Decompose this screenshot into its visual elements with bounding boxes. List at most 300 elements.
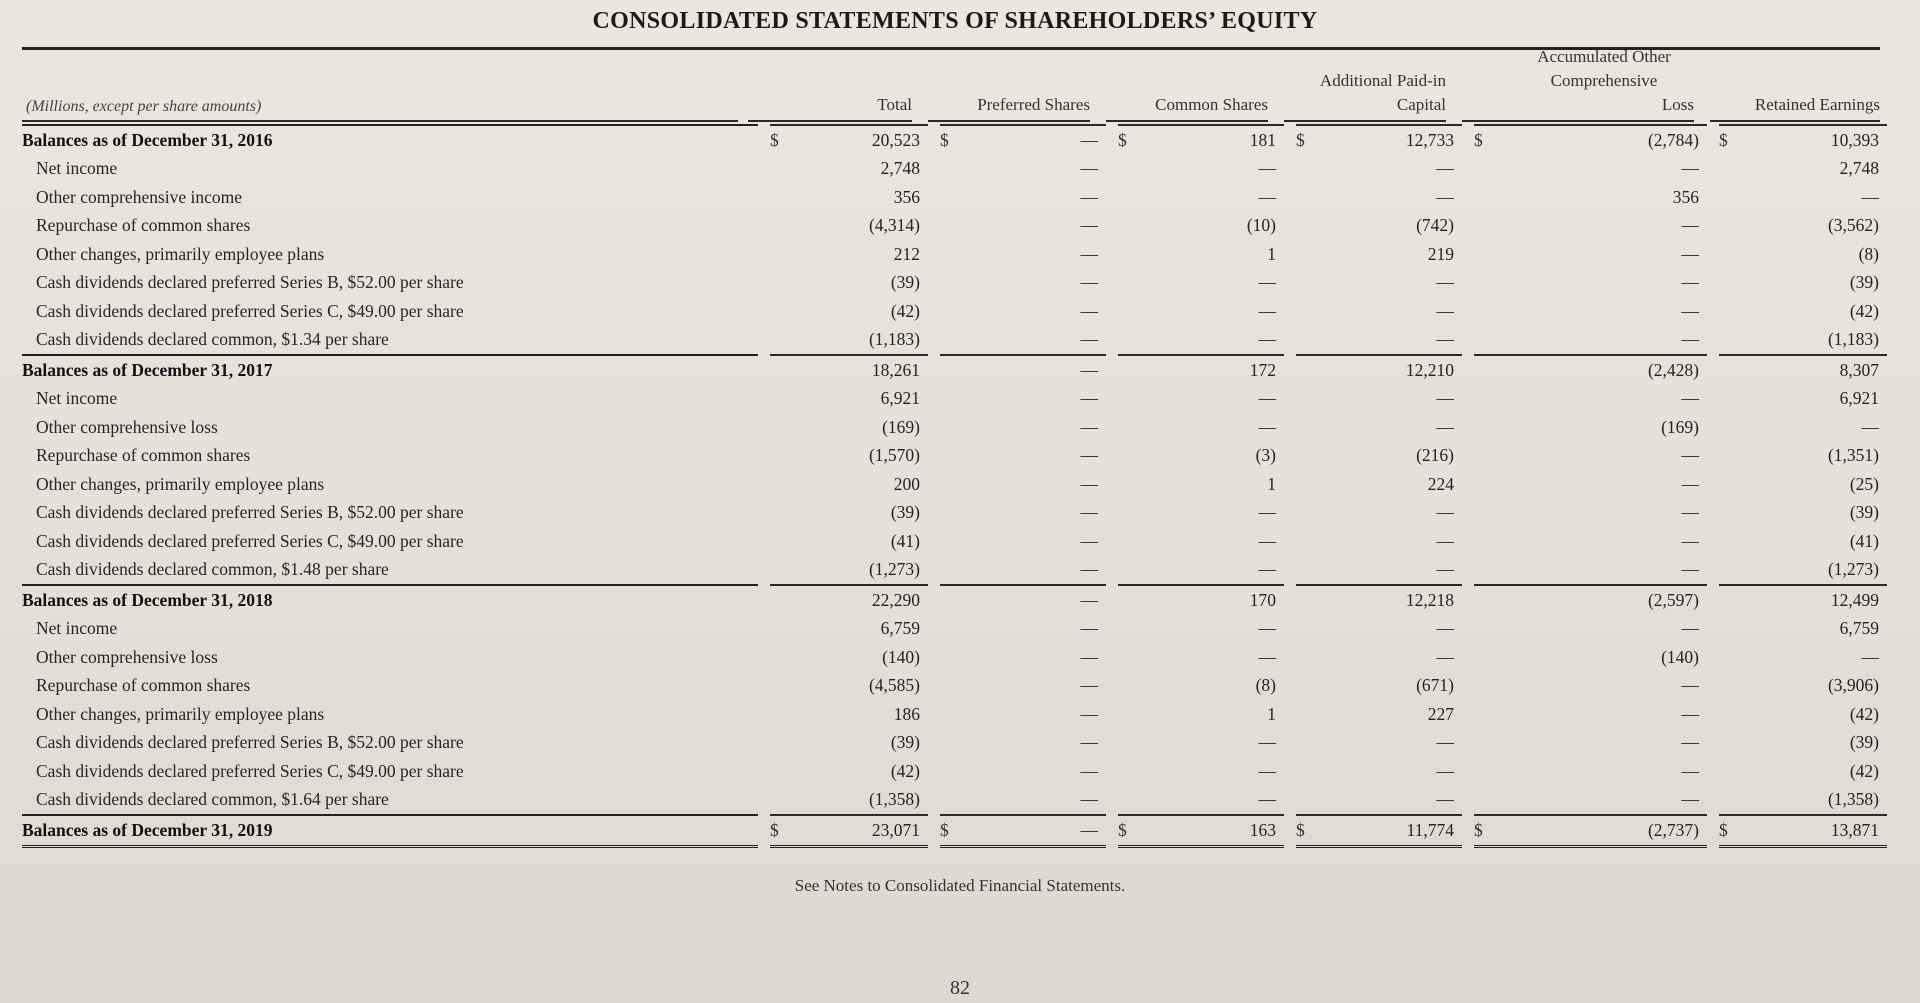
column-gap (928, 499, 940, 528)
cell-aoci: — (1681, 473, 1699, 494)
column-gap (1106, 527, 1118, 556)
currency-symbol (770, 212, 798, 241)
cell-aoci: — (1681, 732, 1699, 753)
currency-symbol: $ (1474, 815, 1502, 846)
cell-total: 2,748 (880, 158, 920, 179)
column-gap (1707, 556, 1719, 586)
column-gap (1462, 729, 1474, 758)
cell-common: — (1258, 732, 1276, 753)
cell-aoci: — (1681, 789, 1699, 810)
cell-aoci: — (1681, 445, 1699, 466)
column-gap (1462, 556, 1474, 586)
cell-preferred: — (1080, 445, 1098, 466)
currency-symbol (770, 326, 798, 356)
row-label: Repurchase of common shares (36, 675, 251, 696)
column-gap (1284, 355, 1296, 385)
column-gap (1462, 815, 1474, 846)
header-apic: Additional Paid-in Capital (1319, 71, 1446, 114)
cell-apic: — (1436, 732, 1454, 753)
currency-symbol (1296, 240, 1324, 269)
column-gap (928, 729, 940, 758)
column-gap (1462, 240, 1474, 269)
cell-retained: (8) (1858, 243, 1879, 264)
column-gap (758, 240, 770, 269)
column-gap (758, 615, 770, 644)
column-gap (928, 672, 940, 701)
cell-retained: (42) (1849, 703, 1879, 724)
currency-symbol (1719, 326, 1747, 356)
column-gap (1284, 155, 1296, 184)
currency-symbol: $ (1118, 125, 1146, 155)
cell-total: 6,759 (880, 618, 920, 639)
table-row (22, 615, 1887, 644)
currency-symbol (1118, 527, 1146, 556)
column-gap (928, 355, 940, 385)
cell-retained: — (1861, 646, 1879, 667)
column-gap (928, 442, 940, 471)
column-gap (928, 155, 940, 184)
column-gap (1462, 183, 1474, 212)
cell-aoci: (2,428) (1502, 355, 1707, 385)
column-gap (758, 355, 770, 385)
row-label: Cash dividends declared preferred Series C, $49.00 per share (36, 760, 464, 781)
cell-retained: (3,906) (1827, 675, 1879, 696)
column-gap (1462, 212, 1474, 241)
currency-symbol (1719, 786, 1747, 816)
currency-symbol (1296, 297, 1324, 326)
cell-preferred: — (1080, 416, 1098, 437)
table-row (22, 183, 1887, 212)
table-row (22, 729, 1887, 758)
cell-common: (8) (1255, 675, 1276, 696)
column-gap (1106, 729, 1118, 758)
currency-symbol (1296, 212, 1324, 241)
column-gap (1462, 297, 1474, 326)
currency-symbol (1296, 585, 1324, 615)
cell-retained: (41) (1849, 530, 1879, 551)
column-gap (1462, 615, 1474, 644)
column-gap (1284, 786, 1296, 816)
column-gap (1707, 413, 1719, 442)
currency-symbol (940, 585, 968, 615)
column-gap (1284, 326, 1296, 356)
currency-symbol (1474, 527, 1502, 556)
column-gap (1106, 643, 1118, 672)
column-gap (1707, 615, 1719, 644)
cell-total: (42) (890, 300, 920, 321)
column-gap (1106, 757, 1118, 786)
row-label: Other comprehensive income (36, 186, 243, 207)
column-gap (1462, 326, 1474, 356)
column-gap (1106, 556, 1118, 586)
currency-symbol (940, 442, 968, 471)
currency-symbol (1474, 757, 1502, 786)
currency-symbol (1474, 385, 1502, 414)
column-gap (1106, 700, 1118, 729)
column-gap (758, 786, 770, 816)
cell-apic: — (1436, 789, 1454, 810)
cell-apic: — (1436, 502, 1454, 523)
currency-symbol (770, 615, 798, 644)
currency-symbol (1719, 183, 1747, 212)
header-underline (928, 120, 1090, 122)
currency-symbol (1296, 786, 1324, 816)
cell-retained: (39) (1849, 502, 1879, 523)
currency-symbol (770, 757, 798, 786)
currency-symbol (1719, 585, 1747, 615)
currency-symbol (1118, 269, 1146, 298)
column-gap (758, 212, 770, 241)
column-gap (1707, 442, 1719, 471)
currency-symbol (1719, 556, 1747, 586)
cell-aoci: (2,784) (1502, 125, 1707, 155)
column-gap (758, 729, 770, 758)
cell-common: 172 (1146, 355, 1284, 385)
cell-aoci: (2,737) (1502, 815, 1707, 846)
cell-common: 181 (1146, 125, 1284, 155)
table-row (22, 757, 1887, 786)
column-gap (928, 815, 940, 846)
row-label: Balances as of December 31, 2016 (22, 125, 758, 155)
row-label: Repurchase of common shares (36, 215, 251, 236)
currency-symbol (1296, 269, 1324, 298)
column-gap (758, 385, 770, 414)
cell-apic: — (1436, 158, 1454, 179)
cell-retained: — (1861, 186, 1879, 207)
cell-apic: 12,210 (1324, 355, 1462, 385)
column-gap (758, 183, 770, 212)
column-gap (1462, 355, 1474, 385)
cell-preferred: — (1080, 789, 1098, 810)
cell-common: — (1258, 300, 1276, 321)
cell-aoci: — (1681, 158, 1699, 179)
currency-symbol (1118, 700, 1146, 729)
cell-apic: (216) (1416, 445, 1454, 466)
column-gap (1284, 585, 1296, 615)
column-gap (1106, 585, 1118, 615)
column-gap (1707, 815, 1719, 846)
table-row (22, 355, 1887, 385)
currency-symbol (770, 385, 798, 414)
column-gap (1462, 700, 1474, 729)
currency-symbol: $ (1296, 125, 1324, 155)
cell-preferred: — (1080, 646, 1098, 667)
currency-symbol (1474, 326, 1502, 356)
currency-symbol (1118, 155, 1146, 184)
column-gap (1106, 413, 1118, 442)
currency-symbol: $ (1719, 125, 1747, 155)
currency-symbol (770, 240, 798, 269)
cell-apic: — (1436, 272, 1454, 293)
cell-retained: (1,351) (1827, 445, 1879, 466)
column-gap (758, 470, 770, 499)
column-gap (1106, 786, 1118, 816)
currency-symbol (1118, 240, 1146, 269)
cell-aoci: — (1681, 675, 1699, 696)
currency-symbol (940, 155, 968, 184)
currency-symbol (770, 355, 798, 385)
cell-retained: (42) (1849, 760, 1879, 781)
cell-total: 200 (893, 473, 920, 494)
currency-symbol (1118, 786, 1146, 816)
row-label: Cash dividends declared preferred Series B, $52.00 per share (36, 732, 464, 753)
cell-apic: — (1436, 618, 1454, 639)
cell-common: — (1258, 416, 1276, 437)
column-gap (1462, 470, 1474, 499)
cell-preferred: — (968, 815, 1106, 846)
cell-preferred: — (1080, 530, 1098, 551)
column-gap (1462, 385, 1474, 414)
cell-preferred: — (968, 125, 1106, 155)
column-gap (758, 672, 770, 701)
currency-symbol (1296, 729, 1324, 758)
currency-symbol (1296, 442, 1324, 471)
currency-symbol (1719, 700, 1747, 729)
table-row (22, 672, 1887, 701)
cell-aoci: — (1681, 329, 1699, 350)
currency-symbol (1296, 556, 1324, 586)
cell-retained: 2,748 (1839, 158, 1879, 179)
currency-symbol (1474, 470, 1502, 499)
cell-common: — (1258, 618, 1276, 639)
column-gap (758, 585, 770, 615)
currency-symbol (1474, 499, 1502, 528)
currency-symbol (1719, 527, 1747, 556)
cell-total: (1,570) (868, 445, 920, 466)
row-label: Repurchase of common shares (36, 445, 251, 466)
column-gap (758, 155, 770, 184)
column-gap (1106, 155, 1118, 184)
column-gap (928, 786, 940, 816)
table-row (22, 240, 1887, 269)
column-gap (928, 413, 940, 442)
row-label: Other comprehensive loss (36, 416, 218, 437)
column-gap (928, 326, 940, 356)
row-label: Other changes, primarily employee plans (36, 243, 325, 264)
table-row (22, 470, 1887, 499)
column-gap (1707, 385, 1719, 414)
cell-retained: 13,871 (1747, 815, 1887, 846)
cell-common: — (1258, 272, 1276, 293)
cell-apic: 219 (1427, 243, 1454, 264)
column-gap (758, 757, 770, 786)
column-gap (928, 757, 940, 786)
column-gap (928, 556, 940, 586)
column-gap (1106, 125, 1118, 155)
currency-symbol (770, 672, 798, 701)
currency-symbol (1474, 615, 1502, 644)
row-label: Cash dividends declared common, $1.64 per share (36, 789, 389, 810)
cell-aoci: 356 (1672, 186, 1699, 207)
column-gap (1106, 269, 1118, 298)
currency-symbol (940, 183, 968, 212)
currency-symbol: $ (770, 125, 798, 155)
cell-total: (42) (890, 760, 920, 781)
column-gap (1106, 815, 1118, 846)
currency-symbol (1719, 757, 1747, 786)
currency-symbol: $ (1296, 815, 1324, 846)
currency-symbol (770, 297, 798, 326)
cell-total: 356 (893, 186, 920, 207)
table-row (22, 527, 1887, 556)
cell-preferred: — (1080, 703, 1098, 724)
column-gap (1462, 125, 1474, 155)
column-gap (1707, 672, 1719, 701)
currency-symbol (1474, 786, 1502, 816)
cell-aoci: — (1681, 502, 1699, 523)
column-gap (1106, 355, 1118, 385)
row-label: Net income (36, 618, 118, 639)
column-gap (1707, 757, 1719, 786)
cell-apic: — (1436, 329, 1454, 350)
row-label: Net income (36, 158, 118, 179)
row-label: Balances as of December 31, 2017 (22, 355, 758, 385)
cell-total: (39) (890, 502, 920, 523)
column-gap (1106, 240, 1118, 269)
column-gap (758, 499, 770, 528)
column-gap (928, 212, 940, 241)
cell-retained: 8,307 (1747, 355, 1887, 385)
currency-symbol (940, 297, 968, 326)
cell-retained: 12,499 (1747, 585, 1887, 615)
cell-aoci: — (1681, 703, 1699, 724)
cell-retained: 10,393 (1747, 125, 1887, 155)
currency-symbol (770, 729, 798, 758)
currency-symbol (940, 786, 968, 816)
currency-symbol (770, 643, 798, 672)
currency-symbol (1474, 700, 1502, 729)
cell-apic: — (1436, 300, 1454, 321)
row-label: Other changes, primarily employee plans (36, 703, 325, 724)
cell-total: (1,273) (868, 559, 920, 580)
row-label: Net income (36, 388, 118, 409)
currency-symbol (1296, 155, 1324, 184)
row-label: Cash dividends declared common, $1.34 per share (36, 329, 389, 350)
cell-preferred: — (1080, 329, 1098, 350)
cell-apic: — (1436, 530, 1454, 551)
column-gap (1707, 155, 1719, 184)
table-row (22, 442, 1887, 471)
currency-symbol (1719, 385, 1747, 414)
cell-total: (4,314) (868, 215, 920, 236)
table-row (22, 643, 1887, 672)
cell-retained: 6,921 (1839, 388, 1879, 409)
cell-preferred: — (1080, 502, 1098, 523)
currency-symbol (940, 615, 968, 644)
cell-apic: — (1436, 760, 1454, 781)
column-gap (928, 585, 940, 615)
cell-aoci: — (1681, 388, 1699, 409)
header-underline (1284, 120, 1446, 122)
header-retained: Retained Earnings (1754, 95, 1880, 114)
column-gap (1106, 297, 1118, 326)
cell-aoci: — (1681, 618, 1699, 639)
cell-common: 1 (1267, 473, 1276, 494)
column-gap (1106, 499, 1118, 528)
header-aoci: Accumulated Other Comprehensive Loss (1537, 47, 1694, 114)
cell-preferred: — (1080, 186, 1098, 207)
cell-preferred: — (1080, 559, 1098, 580)
column-gap (1106, 183, 1118, 212)
page-title: CONSOLIDATED STATEMENTS OF SHAREHOLDERS’ EQUITY (592, 8, 1318, 34)
column-gap (1284, 615, 1296, 644)
cell-preferred: — (1080, 243, 1098, 264)
column-gap (758, 125, 770, 155)
column-gap (1284, 700, 1296, 729)
row-label: Cash dividends declared preferred Series B, $52.00 per share (36, 272, 464, 293)
column-gap (1284, 643, 1296, 672)
column-gap (1707, 643, 1719, 672)
currency-symbol (1118, 499, 1146, 528)
column-gap (1707, 355, 1719, 385)
currency-symbol (1118, 212, 1146, 241)
column-gap (758, 326, 770, 356)
column-gap (1707, 240, 1719, 269)
cell-common: 170 (1146, 585, 1284, 615)
cell-retained: (42) (1849, 300, 1879, 321)
currency-symbol (1474, 212, 1502, 241)
cell-preferred: — (1080, 300, 1098, 321)
column-gap (928, 527, 940, 556)
currency-symbol (1296, 183, 1324, 212)
cell-aoci: — (1681, 243, 1699, 264)
row-label: Balances as of December 31, 2018 (22, 585, 758, 615)
column-gap (1462, 413, 1474, 442)
currency-symbol (1719, 499, 1747, 528)
table-row (22, 385, 1887, 414)
column-gap (1462, 442, 1474, 471)
column-gap (928, 470, 940, 499)
cell-total: (39) (890, 732, 920, 753)
column-gap (1106, 672, 1118, 701)
column-gap (1106, 615, 1118, 644)
currency-symbol (770, 413, 798, 442)
cell-common: 1 (1267, 703, 1276, 724)
column-gap (758, 556, 770, 586)
currency-symbol (940, 643, 968, 672)
column-gap (1707, 729, 1719, 758)
cell-preferred: — (1080, 618, 1098, 639)
column-gap (928, 240, 940, 269)
column-gap (1462, 672, 1474, 701)
cell-aoci: (140) (1661, 646, 1699, 667)
currency-symbol (1296, 615, 1324, 644)
table-row (22, 125, 1887, 155)
currency-symbol (1296, 413, 1324, 442)
currency-symbol (1719, 729, 1747, 758)
column-gap (1462, 499, 1474, 528)
table-row (22, 155, 1887, 184)
cell-common: — (1258, 388, 1276, 409)
row-label: Cash dividends declared preferred Series C, $49.00 per share (36, 300, 464, 321)
column-gap (928, 700, 940, 729)
currency-symbol (1118, 672, 1146, 701)
header-underline (1710, 120, 1880, 122)
cell-total: (1,183) (868, 329, 920, 350)
column-gap (1707, 470, 1719, 499)
column-gap (928, 269, 940, 298)
cell-apic: 224 (1427, 473, 1454, 494)
column-gap (928, 297, 940, 326)
currency-symbol (1474, 585, 1502, 615)
cell-apic: 11,774 (1324, 815, 1462, 846)
cell-total: 18,261 (798, 355, 928, 385)
cell-preferred: — (1080, 158, 1098, 179)
cell-preferred: — (1080, 215, 1098, 236)
cell-common: — (1258, 789, 1276, 810)
column-gap (1284, 183, 1296, 212)
currency-symbol (1118, 385, 1146, 414)
